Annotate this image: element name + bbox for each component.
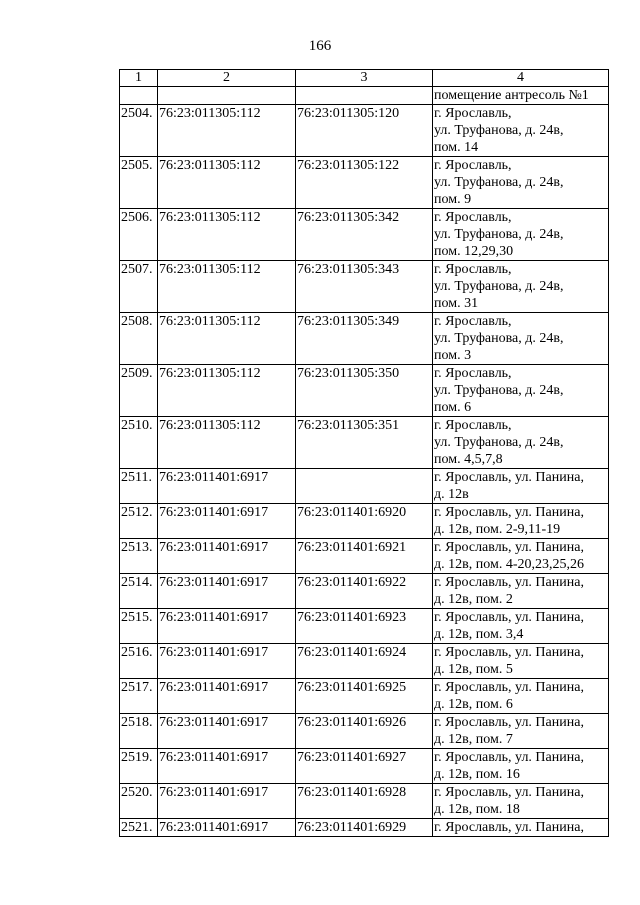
row-number-cell: 2521. xyxy=(120,819,158,837)
parent-cadastral-number-cell: 76:23:011401:6917 xyxy=(158,749,296,784)
address-cell: г. Ярославль, ул. Панина, д. 12в, пом. 18 xyxy=(433,784,609,819)
table-row xyxy=(120,313,609,365)
parent-cadastral-number-cell: 76:23:011305:112 xyxy=(158,313,296,365)
table-row xyxy=(120,157,609,209)
table-row xyxy=(120,574,609,609)
row-number-cell: 2520. xyxy=(120,784,158,819)
page-number: 166 xyxy=(308,38,332,54)
cadastral-number-cell: 76:23:011401:6927 xyxy=(296,749,433,784)
cadastral-number-cell: 76:23:011401:6924 xyxy=(296,644,433,679)
row-number-cell: 2507. xyxy=(120,261,158,313)
address-cell: г. Ярославль, ул. Труфанова, д. 24в, пом. 3 xyxy=(433,313,609,365)
address-cell: г. Ярославль, ул. Панина, xyxy=(433,819,609,837)
parent-cadastral-number-cell: 76:23:011401:6917 xyxy=(158,469,296,504)
parent-cadastral-number-cell: 76:23:011305:112 xyxy=(158,261,296,313)
row-number-cell: 2513. xyxy=(120,539,158,574)
parent-cadastral-number-cell: 76:23:011401:6917 xyxy=(158,819,296,837)
table-row xyxy=(120,209,609,261)
address-cell: г. Ярославль, ул. Труфанова, д. 24в, пом. 31 xyxy=(433,261,609,313)
cadastral-number-cell: 76:23:011305:343 xyxy=(296,261,433,313)
table-row xyxy=(120,504,609,539)
row-number-cell: 2505. xyxy=(120,157,158,209)
parent-cadastral-number-cell: 76:23:011401:6917 xyxy=(158,679,296,714)
table-row xyxy=(120,417,609,469)
cadastral-number-cell: 76:23:011401:6929 xyxy=(296,819,433,837)
row-number-cell: 2512. xyxy=(120,504,158,539)
table-row xyxy=(120,87,609,105)
column-header-2: 2 xyxy=(158,70,296,87)
cadastral-number-cell: 76:23:011305:120 xyxy=(296,105,433,157)
row-number-cell: 2517. xyxy=(120,679,158,714)
cadastral-number-cell: 76:23:011401:6921 xyxy=(296,539,433,574)
row-number-cell: 2519. xyxy=(120,749,158,784)
cadastral-number-cell xyxy=(296,469,433,504)
cadastral-number-cell: 76:23:011305:350 xyxy=(296,365,433,417)
parent-cadastral-number-cell: 76:23:011401:6917 xyxy=(158,714,296,749)
table-row xyxy=(120,365,609,417)
table-row xyxy=(120,749,609,784)
cadastral-number-cell: 76:23:011401:6926 xyxy=(296,714,433,749)
address-cell: г. Ярославль, ул. Панина, д. 12в, пом. 2 xyxy=(433,574,609,609)
table-row xyxy=(120,539,609,574)
address-cell: г. Ярославль, ул. Панина, д. 12в, пом. 6 xyxy=(433,679,609,714)
table-row xyxy=(120,469,609,504)
parent-cadastral-number-cell: 76:23:011305:112 xyxy=(158,209,296,261)
cadastral-number-cell: 76:23:011305:122 xyxy=(296,157,433,209)
address-cell: г. Ярославль, ул. Панина, д. 12в, пом. 2-9,11-19 xyxy=(433,504,609,539)
address-cell: г. Ярославль, ул. Труфанова, д. 24в, пом. 9 xyxy=(433,157,609,209)
address-cell: г. Ярославль, ул. Панина, д. 12в, пом. 16 xyxy=(433,749,609,784)
table-row xyxy=(120,609,609,644)
column-header-3: 3 xyxy=(296,70,433,87)
cadastral-number-cell: 76:23:011401:6923 xyxy=(296,609,433,644)
cadastral-number-cell: 76:23:011401:6922 xyxy=(296,574,433,609)
row-number-cell: 2506. xyxy=(120,209,158,261)
address-cell: г. Ярославль, ул. Панина, д. 12в, пом. 4-20,23,25,26 xyxy=(433,539,609,574)
header-row xyxy=(120,70,609,87)
row-number-cell: 2511. xyxy=(120,469,158,504)
table-row xyxy=(120,714,609,749)
row-number-cell: 2518. xyxy=(120,714,158,749)
parent-cadastral-number-cell: 76:23:011401:6917 xyxy=(158,784,296,819)
table-row xyxy=(120,261,609,313)
parent-cadastral-number-cell: 76:23:011305:112 xyxy=(158,105,296,157)
address-cell: г. Ярославль, ул. Труфанова, д. 24в, пом. 14 xyxy=(433,105,609,157)
row-number-cell: 2516. xyxy=(120,644,158,679)
parent-cadastral-number-cell: 76:23:011305:112 xyxy=(158,157,296,209)
parent-cadastral-number-cell xyxy=(158,87,296,105)
table-row xyxy=(120,819,609,837)
table-header xyxy=(120,70,609,87)
table-row xyxy=(120,105,609,157)
address-cell: г. Ярославль, ул. Труфанова, д. 24в, пом. 12,29,30 xyxy=(433,209,609,261)
table-row xyxy=(120,644,609,679)
parent-cadastral-number-cell: 76:23:011401:6917 xyxy=(158,574,296,609)
row-number-cell: 2514. xyxy=(120,574,158,609)
address-cell: г. Ярославль, ул. Панина, д. 12в, пом. 7 xyxy=(433,714,609,749)
parent-cadastral-number-cell: 76:23:011305:112 xyxy=(158,417,296,469)
row-number-cell: 2508. xyxy=(120,313,158,365)
table-row xyxy=(120,784,609,819)
cadastral-number-cell xyxy=(296,87,433,105)
parent-cadastral-number-cell: 76:23:011401:6917 xyxy=(158,539,296,574)
row-number-cell: 2509. xyxy=(120,365,158,417)
row-number-cell: 2510. xyxy=(120,417,158,469)
address-cell: г. Ярославль, ул. Труфанова, д. 24в, пом. 6 xyxy=(433,365,609,417)
cadastral-number-cell: 76:23:011305:349 xyxy=(296,313,433,365)
row-number-cell xyxy=(120,87,158,105)
parent-cadastral-number-cell: 76:23:011401:6917 xyxy=(158,504,296,539)
cadastral-number-cell: 76:23:011401:6925 xyxy=(296,679,433,714)
address-cell: г. Ярославль, ул. Панина, д. 12в, пом. 5 xyxy=(433,644,609,679)
cadastral-number-cell: 76:23:011305:351 xyxy=(296,417,433,469)
parent-cadastral-number-cell: 76:23:011401:6917 xyxy=(158,609,296,644)
address-cell: помещение антресоль №1 xyxy=(433,87,609,105)
cadastral-number-cell: 76:23:011305:342 xyxy=(296,209,433,261)
parent-cadastral-number-cell: 76:23:011401:6917 xyxy=(158,644,296,679)
column-header-1: 1 xyxy=(120,70,158,87)
row-number-cell: 2504. xyxy=(120,105,158,157)
row-number-cell: 2515. xyxy=(120,609,158,644)
cadastral-number-cell: 76:23:011401:6928 xyxy=(296,784,433,819)
table-body xyxy=(120,87,609,837)
address-cell: г. Ярославль, ул. Панина, д. 12в, пом. 3,4 xyxy=(433,609,609,644)
registry-table xyxy=(119,69,609,837)
column-header-4: 4 xyxy=(433,70,609,87)
cadastral-number-cell: 76:23:011401:6920 xyxy=(296,504,433,539)
parent-cadastral-number-cell: 76:23:011305:112 xyxy=(158,365,296,417)
address-cell: г. Ярославль, ул. Труфанова, д. 24в, пом. 4,5,7,8 xyxy=(433,417,609,469)
address-cell: г. Ярославль, ул. Панина, д. 12в xyxy=(433,469,609,504)
table-row xyxy=(120,679,609,714)
